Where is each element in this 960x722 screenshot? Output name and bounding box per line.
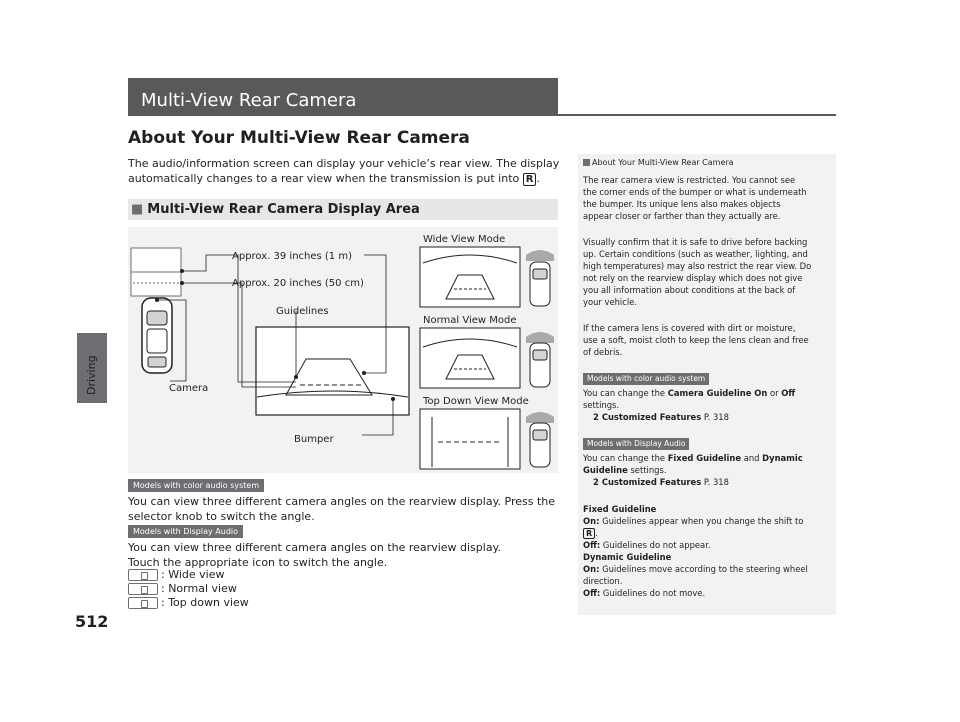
leader-39 <box>182 255 229 271</box>
label-camera: Camera <box>169 383 209 394</box>
label-normal-view-mode: Normal View Mode <box>423 315 517 326</box>
chapter-side-label: Driving <box>85 355 98 395</box>
note-badge-color-audio: Models with color audio system <box>583 373 709 385</box>
note-guideline-definitions: Fixed Guideline On: Guidelines appear when you change the shift to R . Off: Guidelines do not appear. Dynamic Guideline On: Guidelines move according to the steering wheel direction. Off: Guidelines do not move. <box>583 504 808 598</box>
top-down-view-icon <box>128 597 158 609</box>
note-paragraph-1: The rear camera view is restricted. You cannot see the corner ends of the bumper or what is underneath the bumper. Its unique lens also makes objects appear closer or farther than they actually are. <box>583 175 807 221</box>
distance-zone-far <box>131 248 181 272</box>
badge-display-audio: Models with Display Audio <box>128 525 243 538</box>
sidebar-note-title: About Your Multi-View Rear Camera <box>583 158 734 167</box>
page-number: 512 <box>75 612 109 631</box>
reverse-key-icon: R <box>583 528 595 539</box>
normal-view-icon <box>128 583 158 595</box>
note-paragraph-2: Visually confirm that it is safe to drive before backing up. Certain conditions (such as weather, lighting, and high temperatures) may also restrict the rear view. Do not rely on the rearview display which does not give you all information about conditions at the back of your vehicle. <box>583 237 812 307</box>
note-color-audio-settings: You can change the Camera Guideline On or Off settings. 2 Customized Features P. 318 <box>583 387 831 423</box>
top-down-view-screen <box>420 409 520 469</box>
car-top-view-icon <box>142 298 172 373</box>
display-audio-paragraph: You can view three different camera angles on the rearview display. Touch the appropriate icon to switch the angle. <box>128 541 502 569</box>
badge-color-audio: Models with color audio system <box>128 479 264 492</box>
label-top-down-view-mode: Top Down View Mode <box>423 396 529 407</box>
wide-view-icon <box>128 569 158 581</box>
note-display-audio-settings: You can change the Fixed Guideline and Dynamic Guideline settings. 2 Customized Features P. 318 <box>583 452 831 488</box>
normal-view-car-icon <box>526 332 554 387</box>
distance-zone-near <box>131 272 181 296</box>
label-approx-39: Approx. 39 inches (1 m) <box>232 251 352 262</box>
label-guidelines: Guidelines <box>276 306 329 317</box>
wide-view-car-icon <box>526 250 554 306</box>
section-title: About Your Multi-View Rear Camera <box>128 128 470 148</box>
view-row-normal: : Normal view <box>128 582 237 596</box>
square-bullet-icon: ■ <box>131 202 144 217</box>
top-down-view-car-icon <box>526 412 554 467</box>
note-badge-display-audio: Models with Display Audio <box>583 438 689 450</box>
intro-paragraph <box>128 156 559 186</box>
ref-arrow-icon: 2 <box>593 477 599 487</box>
note-marker-icon <box>583 159 590 166</box>
note-paragraph-3: If the camera lens is covered with dirt or moisture, use a soft, moist cloth to keep the lens clean and free of debris. <box>583 323 809 357</box>
view-row-top-down: : Top down view <box>128 596 249 610</box>
intro-line-1: The audio/information screen can display your vehicle’s rear view. The display <box>128 157 560 170</box>
customized-features-link-1[interactable]: 2 Customized Features P. 318 <box>593 412 729 422</box>
label-bumper: Bumper <box>294 434 334 445</box>
camera-diagram-svg <box>128 227 558 473</box>
ref-arrow-icon: 2 <box>593 412 599 422</box>
header-rule <box>558 114 836 116</box>
camera-display-diagram <box>128 227 558 473</box>
subsection-title: ■ Multi-View Rear Camera Display Area <box>131 202 420 217</box>
reverse-key-icon: R <box>523 173 537 186</box>
label-wide-view-mode: Wide View Mode <box>423 234 506 245</box>
color-audio-paragraph: You can view three different camera angles on the rearview display. Press the selector knob to switch the angle. <box>128 495 555 523</box>
intro-line-2: automatically changes to a rear view when the transmission is put into R . <box>128 172 540 185</box>
chapter-title: Multi-View Rear Camera <box>141 90 357 111</box>
customized-features-link-2[interactable]: 2 Customized Features P. 318 <box>593 477 729 487</box>
view-row-wide: : Wide view <box>128 568 224 582</box>
wide-view-screen <box>420 247 520 307</box>
label-approx-20: Approx. 20 inches (50 cm) <box>232 278 364 289</box>
